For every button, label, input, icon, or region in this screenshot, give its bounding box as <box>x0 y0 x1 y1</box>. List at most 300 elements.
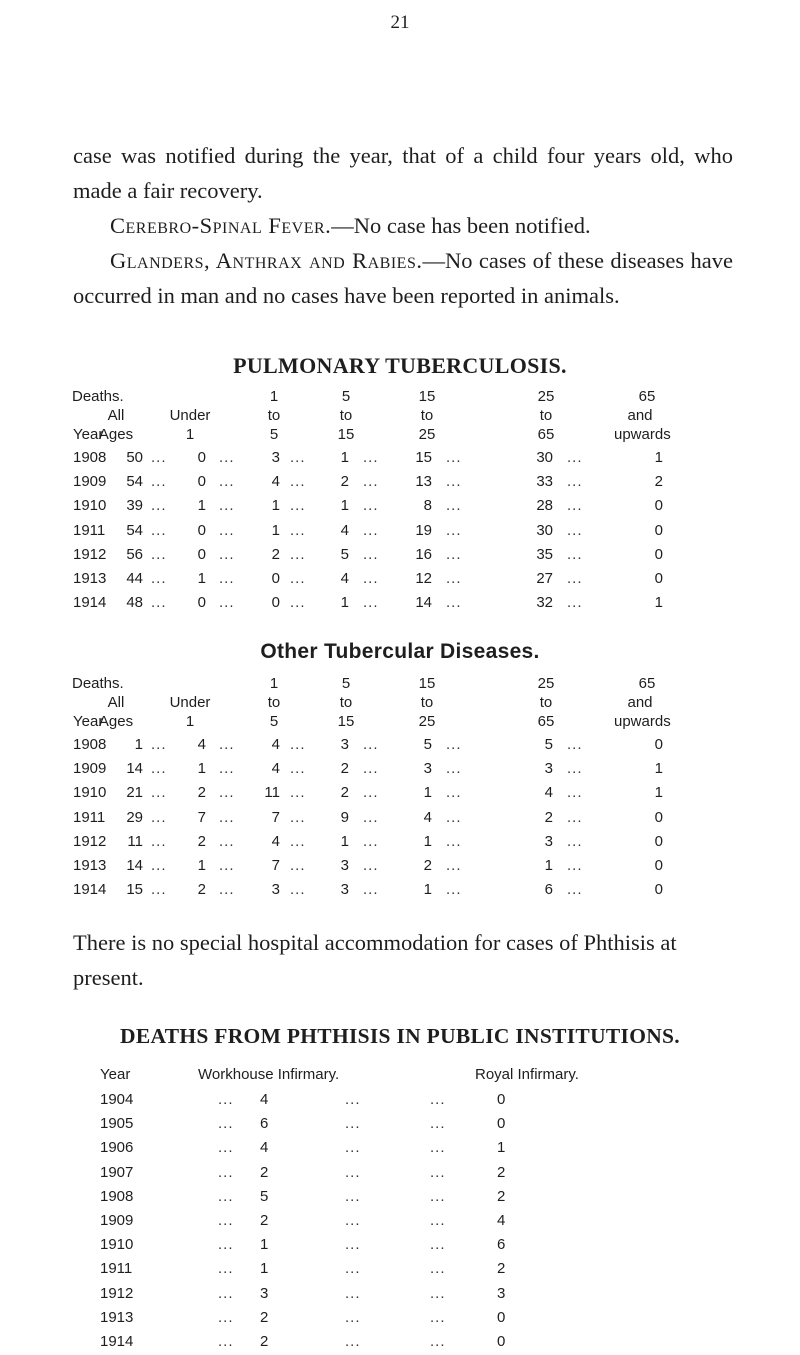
table-cell: 1 <box>654 784 663 801</box>
table-cell: 1 <box>271 497 280 514</box>
paragraph-glanders-text: —No cases of these diseases have occurred in man and no cases have been reported in animals. <box>73 248 733 308</box>
table-cell: 7 <box>271 857 280 874</box>
leader-dots: ... <box>219 546 235 563</box>
leader-dots: ... <box>446 833 462 850</box>
leader-dots: ... <box>219 522 235 539</box>
table-cell: 0 <box>654 522 663 539</box>
paragraph-cerebro-spinal-text: —No case has been notified. <box>331 213 591 238</box>
header-age-65: 65 <box>638 388 656 405</box>
header-1: 1 <box>185 713 195 730</box>
table-cell: 1 <box>260 1236 269 1253</box>
table-cell: 7 <box>271 809 280 826</box>
leader-dots: ... <box>567 736 583 753</box>
table-cell: 1 <box>654 760 663 777</box>
table-cell: 1 <box>654 449 663 466</box>
table-cell: 1 <box>340 449 349 466</box>
leader-dots: ... <box>567 546 583 563</box>
paragraph-cerebro-spinal <box>73 208 733 243</box>
table-cell: 0 <box>654 570 663 587</box>
table-cell: 3 <box>544 760 553 777</box>
table-cell: 0 <box>497 1309 506 1326</box>
leader-dots: ... <box>345 1139 361 1156</box>
leader-dots: ... <box>363 857 379 874</box>
table-cell: 44 <box>126 570 143 587</box>
table-cell: 28 <box>536 497 553 514</box>
table-cell: 2 <box>340 760 349 777</box>
header-year: Year <box>73 713 104 730</box>
leader-dots: ... <box>151 449 167 466</box>
row-year: 1908 <box>100 1188 134 1205</box>
row-year: 1914 <box>73 594 107 611</box>
table-cell: 0 <box>271 570 280 587</box>
table-cell: 4 <box>423 809 432 826</box>
leader-dots: ... <box>219 736 235 753</box>
table-cell: 0 <box>197 546 206 563</box>
table-cell: 11 <box>264 784 280 801</box>
leader-dots: ... <box>430 1188 446 1205</box>
table-cell: 4 <box>271 736 280 753</box>
table-cell: 0 <box>654 546 663 563</box>
table-cell: 9 <box>340 809 349 826</box>
table-cell: 30 <box>536 522 553 539</box>
leader-dots: ... <box>290 784 306 801</box>
leader-dots: ... <box>567 473 583 490</box>
table-cell: 2 <box>497 1164 506 1181</box>
table-cell: 7 <box>197 809 206 826</box>
heading-public-institutions: DEATHS FROM PHTHISIS IN PUBLIC INSTITUTIONS. <box>120 1024 680 1048</box>
leader-dots: ... <box>151 881 167 898</box>
header-to: to <box>339 694 353 711</box>
leader-dots: ... <box>430 1333 446 1350</box>
table-cell: 0 <box>497 1115 506 1132</box>
table-cell: 1 <box>423 833 432 850</box>
leader-dots: ... <box>446 881 462 898</box>
leader-dots: ... <box>430 1115 446 1132</box>
table-cell: 1 <box>197 760 206 777</box>
header-65: 65 <box>537 426 555 443</box>
leader-dots: ... <box>290 857 306 874</box>
table-cell: 16 <box>415 546 432 563</box>
table-cell: 4 <box>340 570 349 587</box>
row-year: 1909 <box>100 1212 134 1229</box>
table-cell: 4 <box>260 1091 269 1108</box>
table-cell: 1 <box>340 594 349 611</box>
paragraph-glanders-title: Glanders, Anthrax and Rabies. <box>110 248 423 273</box>
leader-dots: ... <box>290 546 306 563</box>
row-year: 1911 <box>100 1260 133 1277</box>
table-cell: 2 <box>544 809 553 826</box>
leader-dots: ... <box>446 736 462 753</box>
header-ages: Ages <box>98 426 134 443</box>
table-cell: 13 <box>415 473 432 490</box>
leader-dots: ... <box>363 784 379 801</box>
header-15: 15 <box>337 713 355 730</box>
leader-dots: ... <box>446 522 462 539</box>
row-year: 1906 <box>100 1139 134 1156</box>
header-deaths: Deaths. <box>72 388 124 405</box>
leader-dots: ... <box>446 760 462 777</box>
table-cell: 0 <box>654 833 663 850</box>
table-cell: 1 <box>544 857 553 874</box>
table-cell: 1 <box>197 857 206 874</box>
leader-dots: ... <box>151 473 167 490</box>
leader-dots: ... <box>430 1164 446 1181</box>
table-cell: 5 <box>544 736 553 753</box>
leader-dots: ... <box>218 1115 234 1132</box>
leader-dots: ... <box>430 1309 446 1326</box>
table-cell: 29 <box>126 809 143 826</box>
header-under: Under <box>169 407 211 424</box>
table-cell: 3 <box>544 833 553 850</box>
table-cell: 2 <box>423 857 432 874</box>
paragraph-continuation: case was notified during the year, that of a child four years old, who made a fair recovery. <box>73 143 733 203</box>
leader-dots: ... <box>363 833 379 850</box>
leader-dots: ... <box>218 1164 234 1181</box>
leader-dots: ... <box>151 833 167 850</box>
header-age-65: 65 <box>638 675 656 692</box>
leader-dots: ... <box>219 449 235 466</box>
header-all: All <box>107 407 125 424</box>
leader-dots: ... <box>345 1260 361 1277</box>
leader-dots: ... <box>219 594 235 611</box>
table-cell: 2 <box>654 473 663 490</box>
table-cell: 1 <box>197 497 206 514</box>
leader-dots: ... <box>218 1309 234 1326</box>
leader-dots: ... <box>363 594 379 611</box>
paragraph-cerebro-spinal-title: Cerebro-Spinal Fever. <box>110 213 332 238</box>
leader-dots: ... <box>567 833 583 850</box>
header-25: 25 <box>418 713 436 730</box>
header-to: to <box>267 407 281 424</box>
leader-dots: ... <box>290 449 306 466</box>
leader-dots: ... <box>345 1091 361 1108</box>
leader-dots: ... <box>567 570 583 587</box>
heading-pulmonary-tuberculosis: PULMONARY TUBERCULOSIS. <box>233 353 567 378</box>
leader-dots: ... <box>446 594 462 611</box>
table-cell: 4 <box>271 833 280 850</box>
table-cell: 3 <box>271 449 280 466</box>
table-cell: 2 <box>260 1309 269 1326</box>
leader-dots: ... <box>430 1212 446 1229</box>
header-under: Under <box>169 694 211 711</box>
table-cell: 12 <box>415 570 432 587</box>
table-cell: 2 <box>260 1164 269 1181</box>
leader-dots: ... <box>290 522 306 539</box>
leader-dots: ... <box>430 1091 446 1108</box>
table-cell: 6 <box>544 881 553 898</box>
leader-dots: ... <box>345 1212 361 1229</box>
table-cell: 3 <box>340 857 349 874</box>
leader-dots: ... <box>567 784 583 801</box>
table-cell: 30 <box>536 449 553 466</box>
leader-dots: ... <box>446 449 462 466</box>
table-cell: 4 <box>271 760 280 777</box>
table-cell: 6 <box>497 1236 506 1253</box>
row-year: 1914 <box>100 1333 134 1350</box>
leader-dots: ... <box>430 1236 446 1253</box>
leader-dots: ... <box>345 1333 361 1350</box>
table-cell: 54 <box>126 522 143 539</box>
header-all: All <box>107 694 125 711</box>
row-year: 1913 <box>73 570 107 587</box>
table-cell: 32 <box>536 594 553 611</box>
table-cell: 0 <box>271 594 280 611</box>
leader-dots: ... <box>567 881 583 898</box>
table-cell: 2 <box>497 1260 506 1277</box>
leader-dots: ... <box>446 857 462 874</box>
table-cell: 2 <box>260 1333 269 1350</box>
row-year: 1908 <box>73 449 107 466</box>
table-cell: 56 <box>126 546 143 563</box>
leader-dots: ... <box>345 1188 361 1205</box>
header-age-15: 15 <box>418 675 436 692</box>
row-year: 1909 <box>73 760 107 777</box>
table-cell: 0 <box>654 881 663 898</box>
row-year: 1913 <box>100 1309 134 1326</box>
leader-dots: ... <box>219 784 235 801</box>
table-cell: 8 <box>423 497 432 514</box>
row-year: 1908 <box>73 736 107 753</box>
row-year: 1905 <box>100 1115 134 1132</box>
leader-dots: ... <box>446 497 462 514</box>
leader-dots: ... <box>218 1188 234 1205</box>
leader-dots: ... <box>290 809 306 826</box>
table-cell: 4 <box>340 522 349 539</box>
header-to: to <box>339 407 353 424</box>
leader-dots: ... <box>218 1285 234 1302</box>
leader-dots: ... <box>151 546 167 563</box>
table-cell: 0 <box>197 594 206 611</box>
header-to: to <box>539 407 553 424</box>
row-year: 1912 <box>73 833 107 850</box>
leader-dots: ... <box>218 1260 234 1277</box>
leader-dots: ... <box>363 736 379 753</box>
table-cell: 15 <box>126 881 143 898</box>
leader-dots: ... <box>363 881 379 898</box>
paragraph-glanders <box>73 243 733 313</box>
header-age-15: 15 <box>418 388 436 405</box>
leader-dots: ... <box>567 594 583 611</box>
table-cell: 33 <box>536 473 553 490</box>
leader-dots: ... <box>430 1285 446 1302</box>
row-year: 1904 <box>100 1091 134 1108</box>
table-cell: 15 <box>415 449 432 466</box>
table-cell: 0 <box>197 522 206 539</box>
table-cell: 0 <box>654 857 663 874</box>
leader-dots: ... <box>430 1139 446 1156</box>
table-cell: 3 <box>497 1285 506 1302</box>
leader-dots: ... <box>567 857 583 874</box>
table-cell: 14 <box>415 594 432 611</box>
header-year: Year <box>73 426 104 443</box>
header-age-1: 1 <box>269 675 279 692</box>
header-age-25: 25 <box>537 388 555 405</box>
table-cell: 1 <box>423 784 432 801</box>
row-year: 1914 <box>73 881 107 898</box>
table-cell: 3 <box>423 760 432 777</box>
leader-dots: ... <box>430 1260 446 1277</box>
leader-dots: ... <box>219 857 235 874</box>
table-cell: 0 <box>197 473 206 490</box>
row-year: 1912 <box>100 1285 134 1302</box>
leader-dots: ... <box>219 473 235 490</box>
row-year: 1909 <box>73 473 107 490</box>
leader-dots: ... <box>363 473 379 490</box>
table-cell: 2 <box>197 784 206 801</box>
table-cell: 14 <box>126 857 143 874</box>
heading-other-tubercular: Other Tubercular Diseases. <box>260 640 540 663</box>
table-cell: 1 <box>340 497 349 514</box>
header-65: 65 <box>537 713 555 730</box>
row-year: 1911 <box>73 809 106 826</box>
leader-dots: ... <box>345 1115 361 1132</box>
table-cell: 0 <box>654 736 663 753</box>
leader-dots: ... <box>151 594 167 611</box>
header-25: 25 <box>418 426 436 443</box>
table-cell: 27 <box>536 570 553 587</box>
leader-dots: ... <box>151 522 167 539</box>
row-year: 1910 <box>73 784 107 801</box>
header-to: to <box>420 694 434 711</box>
table-cell: 0 <box>654 809 663 826</box>
leader-dots: ... <box>363 546 379 563</box>
leader-dots: ... <box>219 760 235 777</box>
header-to: to <box>420 407 434 424</box>
table-cell: 19 <box>415 522 432 539</box>
leader-dots: ... <box>219 497 235 514</box>
leader-dots: ... <box>290 594 306 611</box>
table-cell: 2 <box>497 1188 506 1205</box>
leader-dots: ... <box>151 497 167 514</box>
leader-dots: ... <box>446 784 462 801</box>
leader-dots: ... <box>363 449 379 466</box>
table-cell: 1 <box>654 594 663 611</box>
table-cell: 1 <box>134 736 143 753</box>
row-year: 1912 <box>73 546 107 563</box>
table-cell: 2 <box>197 881 206 898</box>
leader-dots: ... <box>151 736 167 753</box>
leader-dots: ... <box>218 1091 234 1108</box>
paragraph-hospital-accommodation: There is no special hospital accommodation for cases of Phthisis at present. <box>73 930 677 990</box>
table-cell: 1 <box>197 570 206 587</box>
header-upwards: upwards <box>614 713 671 730</box>
leader-dots: ... <box>151 760 167 777</box>
leader-dots: ... <box>345 1285 361 1302</box>
leader-dots: ... <box>345 1309 361 1326</box>
table-cell: 3 <box>340 881 349 898</box>
table-cell: 0 <box>497 1333 506 1350</box>
leader-dots: ... <box>219 833 235 850</box>
table-cell: 0 <box>197 449 206 466</box>
table-cell: 4 <box>544 784 553 801</box>
header-age-25: 25 <box>537 675 555 692</box>
leader-dots: ... <box>345 1164 361 1181</box>
leader-dots: ... <box>363 497 379 514</box>
header-ages: Ages <box>98 713 134 730</box>
leader-dots: ... <box>446 809 462 826</box>
table-cell: 54 <box>126 473 143 490</box>
header-royal: Royal Infirmary. <box>475 1066 579 1083</box>
leader-dots: ... <box>151 809 167 826</box>
leader-dots: ... <box>363 570 379 587</box>
table-cell: 4 <box>260 1139 269 1156</box>
table-cell: 4 <box>197 736 206 753</box>
leader-dots: ... <box>567 522 583 539</box>
table-cell: 2 <box>340 473 349 490</box>
row-year: 1913 <box>73 857 107 874</box>
header-age-5: 5 <box>341 388 351 405</box>
table-cell: 0 <box>497 1091 506 1108</box>
header-and: and <box>627 694 653 711</box>
leader-dots: ... <box>290 760 306 777</box>
table-cell: 35 <box>536 546 553 563</box>
header-age-5: 5 <box>341 675 351 692</box>
leader-dots: ... <box>567 760 583 777</box>
table-cell: 1 <box>497 1139 506 1156</box>
header-and: and <box>627 407 653 424</box>
header-to: to <box>539 694 553 711</box>
table-cell: 39 <box>126 497 143 514</box>
leader-dots: ... <box>151 784 167 801</box>
table-cell: 11 <box>127 833 143 850</box>
header-1: 1 <box>185 426 195 443</box>
table-cell: 14 <box>126 760 143 777</box>
table-cell: 5 <box>423 736 432 753</box>
table-cell: 21 <box>126 784 143 801</box>
leader-dots: ... <box>151 857 167 874</box>
leader-dots: ... <box>363 809 379 826</box>
table-cell: 0 <box>654 497 663 514</box>
row-year: 1910 <box>100 1236 134 1253</box>
leader-dots: ... <box>218 1212 234 1229</box>
table-cell: 3 <box>340 736 349 753</box>
header-5: 5 <box>269 426 279 443</box>
leader-dots: ... <box>363 522 379 539</box>
leader-dots: ... <box>290 473 306 490</box>
leader-dots: ... <box>151 570 167 587</box>
header-deaths: Deaths. <box>72 675 124 692</box>
table-cell: 50 <box>126 449 143 466</box>
table-cell: 2 <box>271 546 280 563</box>
header-to: to <box>267 694 281 711</box>
row-year: 1911 <box>73 522 106 539</box>
table-cell: 1 <box>271 522 280 539</box>
table-cell: 3 <box>271 881 280 898</box>
row-year: 1907 <box>100 1164 134 1181</box>
header-year: Year <box>100 1066 131 1083</box>
leader-dots: ... <box>567 449 583 466</box>
table-cell: 6 <box>260 1115 269 1132</box>
table-cell: 2 <box>197 833 206 850</box>
leader-dots: ... <box>567 809 583 826</box>
leader-dots: ... <box>290 736 306 753</box>
leader-dots: ... <box>219 881 235 898</box>
header-age-1: 1 <box>269 388 279 405</box>
leader-dots: ... <box>290 881 306 898</box>
leader-dots: ... <box>363 760 379 777</box>
leader-dots: ... <box>446 570 462 587</box>
table-cell: 1 <box>340 833 349 850</box>
table-cell: 5 <box>340 546 349 563</box>
table-cell: 3 <box>260 1285 269 1302</box>
leader-dots: ... <box>218 1236 234 1253</box>
table-cell: 4 <box>497 1212 506 1229</box>
table-cell: 1 <box>423 881 432 898</box>
leader-dots: ... <box>218 1139 234 1156</box>
table-cell: 1 <box>260 1260 269 1277</box>
header-upwards: upwards <box>614 426 671 443</box>
leader-dots: ... <box>218 1333 234 1350</box>
